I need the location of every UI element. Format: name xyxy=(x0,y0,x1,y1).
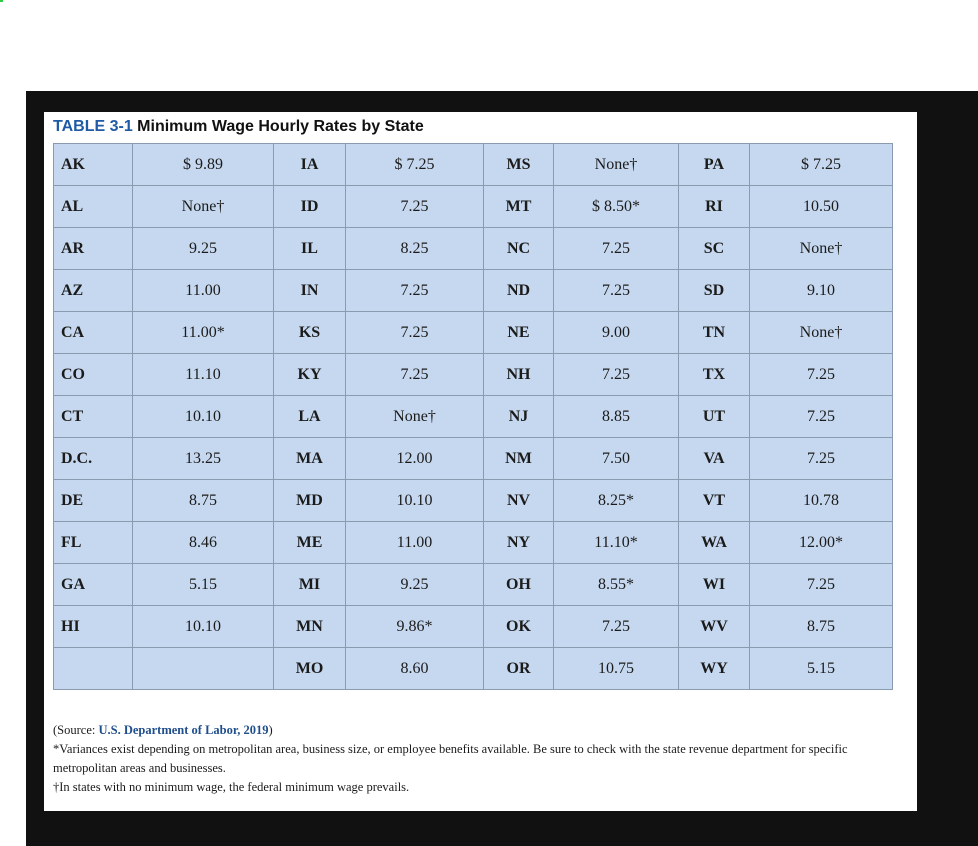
state-code-cell: FL xyxy=(54,522,133,564)
state-code-cell: CA xyxy=(54,312,133,354)
wage-rate-cell: 11.10* xyxy=(554,522,679,564)
state-code-cell: CO xyxy=(54,354,133,396)
wage-rate-cell: 10.50 xyxy=(750,186,893,228)
state-code-cell: WV xyxy=(679,606,750,648)
wage-rate-cell: 7.50 xyxy=(554,438,679,480)
wage-rate-cell: 8.25 xyxy=(346,228,484,270)
state-code-cell: MI xyxy=(274,564,346,606)
no-minimum-note: †In states with no minimum wage, the federal minimum wage prevails. xyxy=(53,780,410,794)
wage-rate-cell: 8.75 xyxy=(133,480,274,522)
wage-rate-cell: 9.86* xyxy=(346,606,484,648)
state-code-cell: NM xyxy=(484,438,554,480)
state-code-cell: NE xyxy=(484,312,554,354)
state-code-cell: SC xyxy=(679,228,750,270)
state-code-cell: AL xyxy=(54,186,133,228)
wage-rate-cell: 13.25 xyxy=(133,438,274,480)
state-code-cell: WA xyxy=(679,522,750,564)
wage-rate-cell: 7.25 xyxy=(346,270,484,312)
wage-rate-cell: 9.00 xyxy=(554,312,679,354)
state-code-cell: KY xyxy=(274,354,346,396)
document-sheet xyxy=(44,112,917,811)
state-code-cell: AK xyxy=(54,144,133,186)
table-row xyxy=(54,648,893,690)
state-code-cell: PA xyxy=(679,144,750,186)
wage-rate-cell: 10.10 xyxy=(133,606,274,648)
wage-rate-cell: $ 8.50* xyxy=(554,186,679,228)
state-code-cell: NV xyxy=(484,480,554,522)
wage-rate-cell: 7.25 xyxy=(750,396,893,438)
wage-rate-cell: 7.25 xyxy=(750,438,893,480)
state-code-cell: OR xyxy=(484,648,554,690)
source-note xyxy=(53,721,883,740)
wage-rate-cell: 5.15 xyxy=(133,564,274,606)
wage-rate-cell: 11.00 xyxy=(133,270,274,312)
state-code-cell: NY xyxy=(484,522,554,564)
state-code-cell: MD xyxy=(274,480,346,522)
table-row xyxy=(54,186,893,228)
wage-rate-cell: $ 7.25 xyxy=(346,144,484,186)
state-code-cell: MT xyxy=(484,186,554,228)
wage-rate-cell: 11.00* xyxy=(133,312,274,354)
wage-rate-cell: 9.25 xyxy=(133,228,274,270)
table-title xyxy=(53,118,424,136)
table-number: TABLE 3-1 xyxy=(53,118,133,135)
wage-rate-cell: 7.25 xyxy=(750,354,893,396)
state-code-cell: IL xyxy=(274,228,346,270)
state-code-cell: TN xyxy=(679,312,750,354)
wage-rate-cell: $ 7.25 xyxy=(750,144,893,186)
minimum-wage-table xyxy=(53,143,893,690)
wage-rate-cell: 10.10 xyxy=(133,396,274,438)
wage-rate-cell: 7.25 xyxy=(554,606,679,648)
state-code-cell: IA xyxy=(274,144,346,186)
state-code-cell: MS xyxy=(484,144,554,186)
state-code-cell: NJ xyxy=(484,396,554,438)
state-code-cell: NC xyxy=(484,228,554,270)
wage-rate-cell: 7.25 xyxy=(750,564,893,606)
state-code-cell: NH xyxy=(484,354,554,396)
source-prefix: (Source: xyxy=(53,723,99,737)
wage-rate-cell: 7.25 xyxy=(554,270,679,312)
wage-rate-cell: 11.00 xyxy=(346,522,484,564)
table-row xyxy=(54,480,893,522)
wage-rate-cell: 10.75 xyxy=(554,648,679,690)
wage-rate-cell: 9.10 xyxy=(750,270,893,312)
wage-rate-cell: None† xyxy=(554,144,679,186)
state-code-cell: DE xyxy=(54,480,133,522)
wage-rate-cell: 10.10 xyxy=(346,480,484,522)
table-row xyxy=(54,312,893,354)
state-code-cell: HI xyxy=(54,606,133,648)
wage-rate-cell: 8.25* xyxy=(554,480,679,522)
footnotes xyxy=(53,721,883,797)
source-suffix: ) xyxy=(268,723,273,737)
state-code-cell: ND xyxy=(484,270,554,312)
table-row xyxy=(54,396,893,438)
state-code-cell: D.C. xyxy=(54,438,133,480)
wage-rate-cell: None† xyxy=(750,228,893,270)
state-code-cell: SD xyxy=(679,270,750,312)
wage-rate-cell: 12.00 xyxy=(346,438,484,480)
wage-rate-cell: 8.85 xyxy=(554,396,679,438)
state-code-cell: ME xyxy=(274,522,346,564)
wage-rate-cell: $ 9.89 xyxy=(133,144,274,186)
state-code-cell: AR xyxy=(54,228,133,270)
state-code-cell: IN xyxy=(274,270,346,312)
wage-rate-cell: 12.00* xyxy=(750,522,893,564)
wage-rate-cell: 8.75 xyxy=(750,606,893,648)
wage-rate-cell: 8.60 xyxy=(346,648,484,690)
table-row xyxy=(54,144,893,186)
state-code-cell: UT xyxy=(679,396,750,438)
table-body xyxy=(54,144,893,690)
state-code-cell: ID xyxy=(274,186,346,228)
corner-marker xyxy=(0,0,3,2)
table-row xyxy=(54,564,893,606)
wage-rate-cell: 7.25 xyxy=(346,312,484,354)
state-code-cell: KS xyxy=(274,312,346,354)
table-row xyxy=(54,270,893,312)
state-code-cell: WI xyxy=(679,564,750,606)
wage-rate-cell xyxy=(133,648,274,690)
state-code-cell: MO xyxy=(274,648,346,690)
state-code-cell: OK xyxy=(484,606,554,648)
wage-rate-cell: None† xyxy=(750,312,893,354)
table-row xyxy=(54,606,893,648)
table-row xyxy=(54,522,893,564)
state-code-cell: RI xyxy=(679,186,750,228)
source-link[interactable]: U.S. Department of Labor, 2019 xyxy=(98,723,269,737)
wage-rate-cell: 9.25 xyxy=(346,564,484,606)
wage-rate-cell: 5.15 xyxy=(750,648,893,690)
state-code-cell: VA xyxy=(679,438,750,480)
state-code-cell: MA xyxy=(274,438,346,480)
wage-rate-cell: 7.25 xyxy=(346,354,484,396)
wage-rate-cell: 8.55* xyxy=(554,564,679,606)
state-code-cell: MN xyxy=(274,606,346,648)
table-row xyxy=(54,228,893,270)
wage-rate-cell: None† xyxy=(346,396,484,438)
wage-rate-cell: 10.78 xyxy=(750,480,893,522)
state-code-cell: WY xyxy=(679,648,750,690)
wage-rate-cell: 7.25 xyxy=(346,186,484,228)
wage-rate-cell: 7.25 xyxy=(554,354,679,396)
state-code-cell: AZ xyxy=(54,270,133,312)
wage-rate-cell: 7.25 xyxy=(554,228,679,270)
state-code-cell: VT xyxy=(679,480,750,522)
table-row xyxy=(54,438,893,480)
state-code-cell: CT xyxy=(54,396,133,438)
wage-rate-cell: 8.46 xyxy=(133,522,274,564)
table-title-text: Minimum Wage Hourly Rates by State xyxy=(137,118,424,135)
state-code-cell xyxy=(54,648,133,690)
state-code-cell: OH xyxy=(484,564,554,606)
wage-rate-cell: 11.10 xyxy=(133,354,274,396)
variance-note: *Variances exist depending on metropolitan area, business size, or employee benefits available. Be sure to check with the state revenue department for specific metropolitan areas and businesses. xyxy=(53,742,848,775)
state-code-cell: LA xyxy=(274,396,346,438)
table-row xyxy=(54,354,893,396)
wage-rate-cell: None† xyxy=(133,186,274,228)
state-code-cell: GA xyxy=(54,564,133,606)
state-code-cell: TX xyxy=(679,354,750,396)
